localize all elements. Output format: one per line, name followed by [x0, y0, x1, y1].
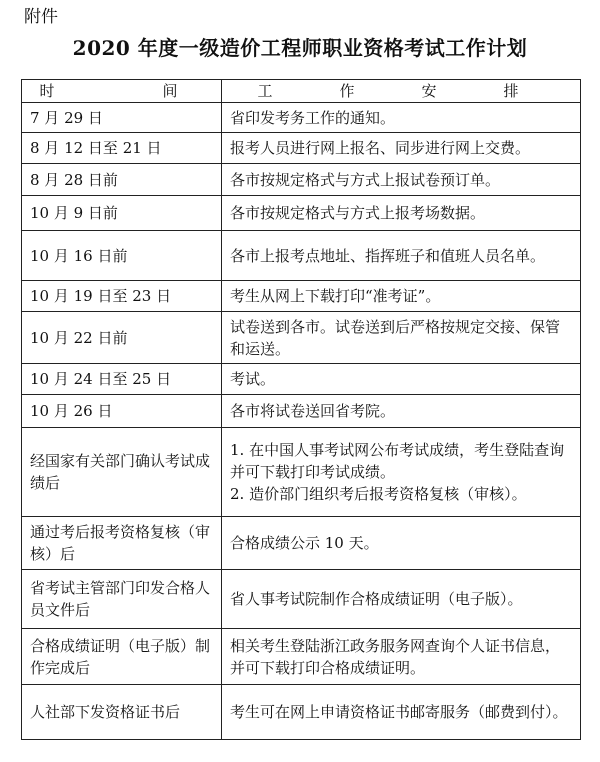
row-time: 人社部下发资格证书后 [22, 685, 222, 740]
row-time: 通过考后报考资格复核（审核）后 [22, 517, 222, 570]
header-time: 时 间 [22, 80, 222, 103]
table-row [22, 133, 581, 164]
row-time: 10 月 16 日前 [22, 231, 222, 281]
work-line: 1. 在中国人事考试网公布考试成绩，考生登陆查询并可下载打印考试成绩。 [230, 441, 565, 481]
row-work: 省印发考务工作的通知。 [222, 103, 581, 133]
table-row [22, 517, 581, 570]
row-time: 10 月 22 日前 [22, 312, 222, 364]
row-time: 10 月 19 日至 23 日 [22, 281, 222, 312]
header-work: 工 作 安 排 [222, 80, 581, 103]
row-time: 合格成绩证明（电子版）制作完成后 [22, 629, 222, 685]
table-row [22, 395, 581, 428]
table-row [22, 103, 581, 133]
row-work: 合格成绩公示 10 天。 [222, 517, 581, 570]
table-row [22, 164, 581, 196]
row-time: 10 月 9 日前 [22, 196, 222, 231]
table-row [22, 570, 581, 629]
row-work: 考生可在网上申请资格证书邮寄服务（邮费到付）。 [222, 685, 581, 740]
work-plan-table [21, 79, 581, 740]
row-work: 相关考生登陆浙江政务服务网查询个人证书信息，并可下载打印合格成绩证明。 [222, 629, 581, 685]
row-work: 考试。 [222, 364, 581, 395]
row-time: 10 月 26 日 [22, 395, 222, 428]
table-row [22, 685, 581, 740]
row-time: 省考试主管部门印发合格人员文件后 [22, 570, 222, 629]
table-header-row [22, 80, 581, 103]
row-work: 各市按规定格式与方式上报试卷预订单。 [222, 164, 581, 196]
table-row [22, 196, 581, 231]
row-time: 7 月 29 日 [22, 103, 222, 133]
row-time: 10 月 24 日至 25 日 [22, 364, 222, 395]
row-work: 各市按规定格式与方式上报考场数据。 [222, 196, 581, 231]
table-row [22, 231, 581, 281]
row-work: 各市将试卷送回省考院。 [222, 395, 581, 428]
row-work: 报考人员进行网上报名、同步进行网上交费。 [222, 133, 581, 164]
row-work [222, 428, 581, 517]
table-row [22, 364, 581, 395]
row-work: 试卷送到各市。试卷送到后严格按规定交接、保管和运送。 [222, 312, 581, 364]
row-work: 各市上报考点地址、指挥班子和值班人员名单。 [222, 231, 581, 281]
row-time: 8 月 12 日至 21 日 [22, 133, 222, 164]
table-row [22, 629, 581, 685]
row-time: 8 月 28 日前 [22, 164, 222, 196]
row-work: 考生从网上下载打印“准考证”。 [222, 281, 581, 312]
table-row [22, 428, 581, 517]
table-row [22, 312, 581, 364]
attachment-label: 附件 [24, 7, 58, 27]
work-line: 2. 造价部门组织考后报考资格复核（审核）。 [230, 485, 527, 503]
row-time: 经国家有关部门确认考试成绩后 [22, 428, 222, 517]
table-row [22, 281, 581, 312]
row-work: 省人事考试院制作合格成绩证明（电子版）。 [222, 570, 581, 629]
page-title: 2020 年度一级造价工程师职业资格考试工作计划 [72, 36, 528, 60]
